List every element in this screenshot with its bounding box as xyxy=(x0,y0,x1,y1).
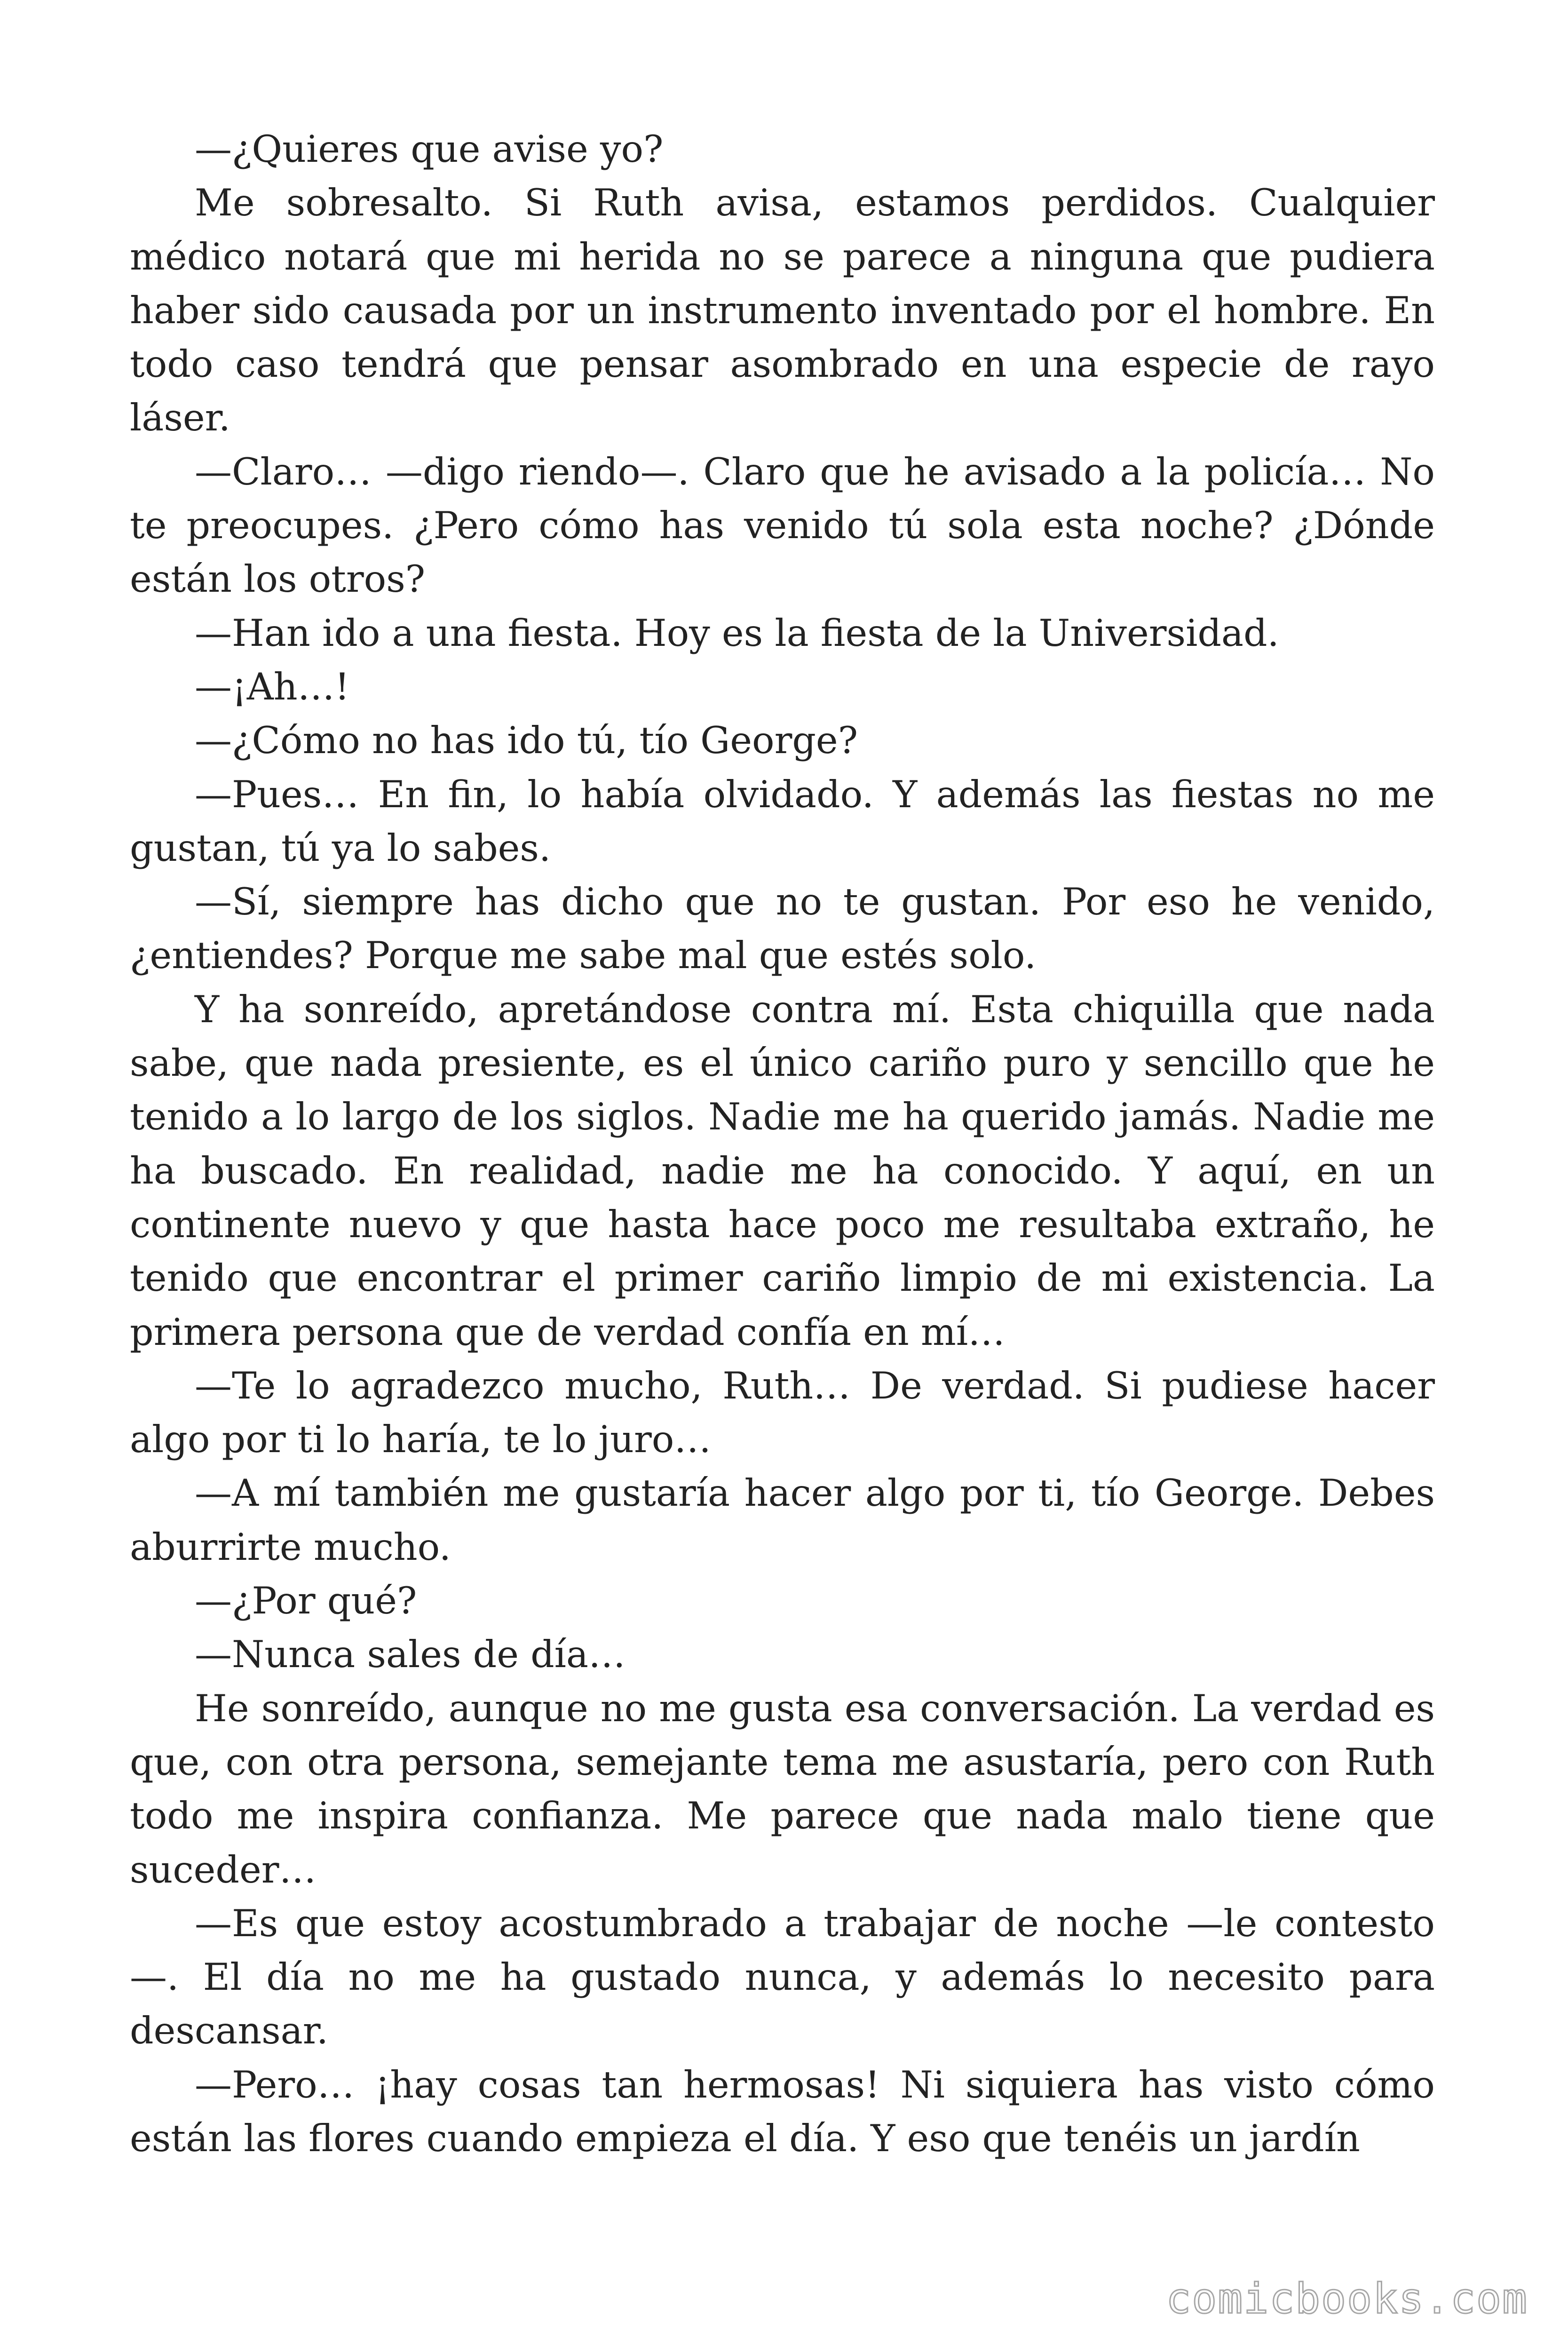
paragraph-7: —Pues… En fin, lo había olvidado. Y además las fiestas no me gustan, tú ya lo sabes. xyxy=(130,772,1435,870)
paragraph-11: —A mí también me gustaría hacer algo por ti, tío George. Debes aburrirte mucho. xyxy=(130,1471,1435,1569)
body-text xyxy=(130,122,1435,2165)
paragraph-13: —Nunca sales de día… xyxy=(195,1633,626,1677)
paragraph-16: —Pero… ¡hay cosas tan hermosas! Ni siquiera has visto cómo están las flores cuando empieza el día. Y eso que tenéis un jardín xyxy=(130,2063,1435,2160)
paragraph-14: He sonreído, aunque no me gusta esa conversación. La verdad es que, con otra persona, semejante tema me asustaría, pero con Ruth todo me inspira confianza. Me parece que nada malo tiene que suceder… xyxy=(130,1686,1435,1891)
paragraph-4: —Han ido a una fiesta. Hoy es la fiesta de la Universidad. xyxy=(195,611,1279,655)
paragraph-15: —Es que estoy acostumbrado a trabajar de noche —le contesto —. El día no me ha gustado nunca, y además lo necesito para descansar. xyxy=(130,1901,1435,2053)
paragraph-12: —¿Por qué? xyxy=(195,1579,417,1623)
paragraph-8: —Sí, siempre has dicho que no te gustan. Por eso he venido, ¿entiendes? Porque me sabe mal que estés solo. xyxy=(130,880,1435,977)
paragraph-9: Y ha sonreído, apretándose contra mí. Esta chiquilla que nada sabe, que nada presiente, es el único cariño puro y sencillo que he tenido a lo largo de los siglos. Nadie me ha querido jamás. Nadie me ha buscado. En realidad, nadie me ha conocido. Y aquí, en un continente nuevo y que hasta hace poco me resultaba extraño, he tenido que encontrar el primer cariño limpio de mi existencia. La primera persona que de verdad confía en mí… xyxy=(130,987,1435,1354)
watermark: comicbooks.com xyxy=(1166,2274,1528,2323)
paragraph-5: —¡Ah…! xyxy=(195,665,350,708)
paragraph-1: —¿Quieres que avise yo? xyxy=(195,127,664,171)
paragraph-3: —Claro… —digo riendo—. Claro que he avisado a la policía… No te preocupes. ¿Pero cómo has venido tú sola esta noche? ¿Dónde están los otros? xyxy=(130,450,1435,601)
paragraph-10: —Te lo agradezco mucho, Ruth… De verdad. Si pudiese hacer algo por ti lo haría, te lo juro… xyxy=(130,1364,1435,1462)
paragraph-2: Me sobresalto. Si Ruth avisa, estamos perdidos. Cualquier médico notará que mi herida no se parece a ninguna que pudiera haber sido causada por un instrumento inventado por el hombre. En todo caso tendrá que pensar asombrado en una especie de rayo láser. xyxy=(130,181,1435,440)
paragraph-6: —¿Cómo no has ido tú, tío George? xyxy=(195,719,858,763)
